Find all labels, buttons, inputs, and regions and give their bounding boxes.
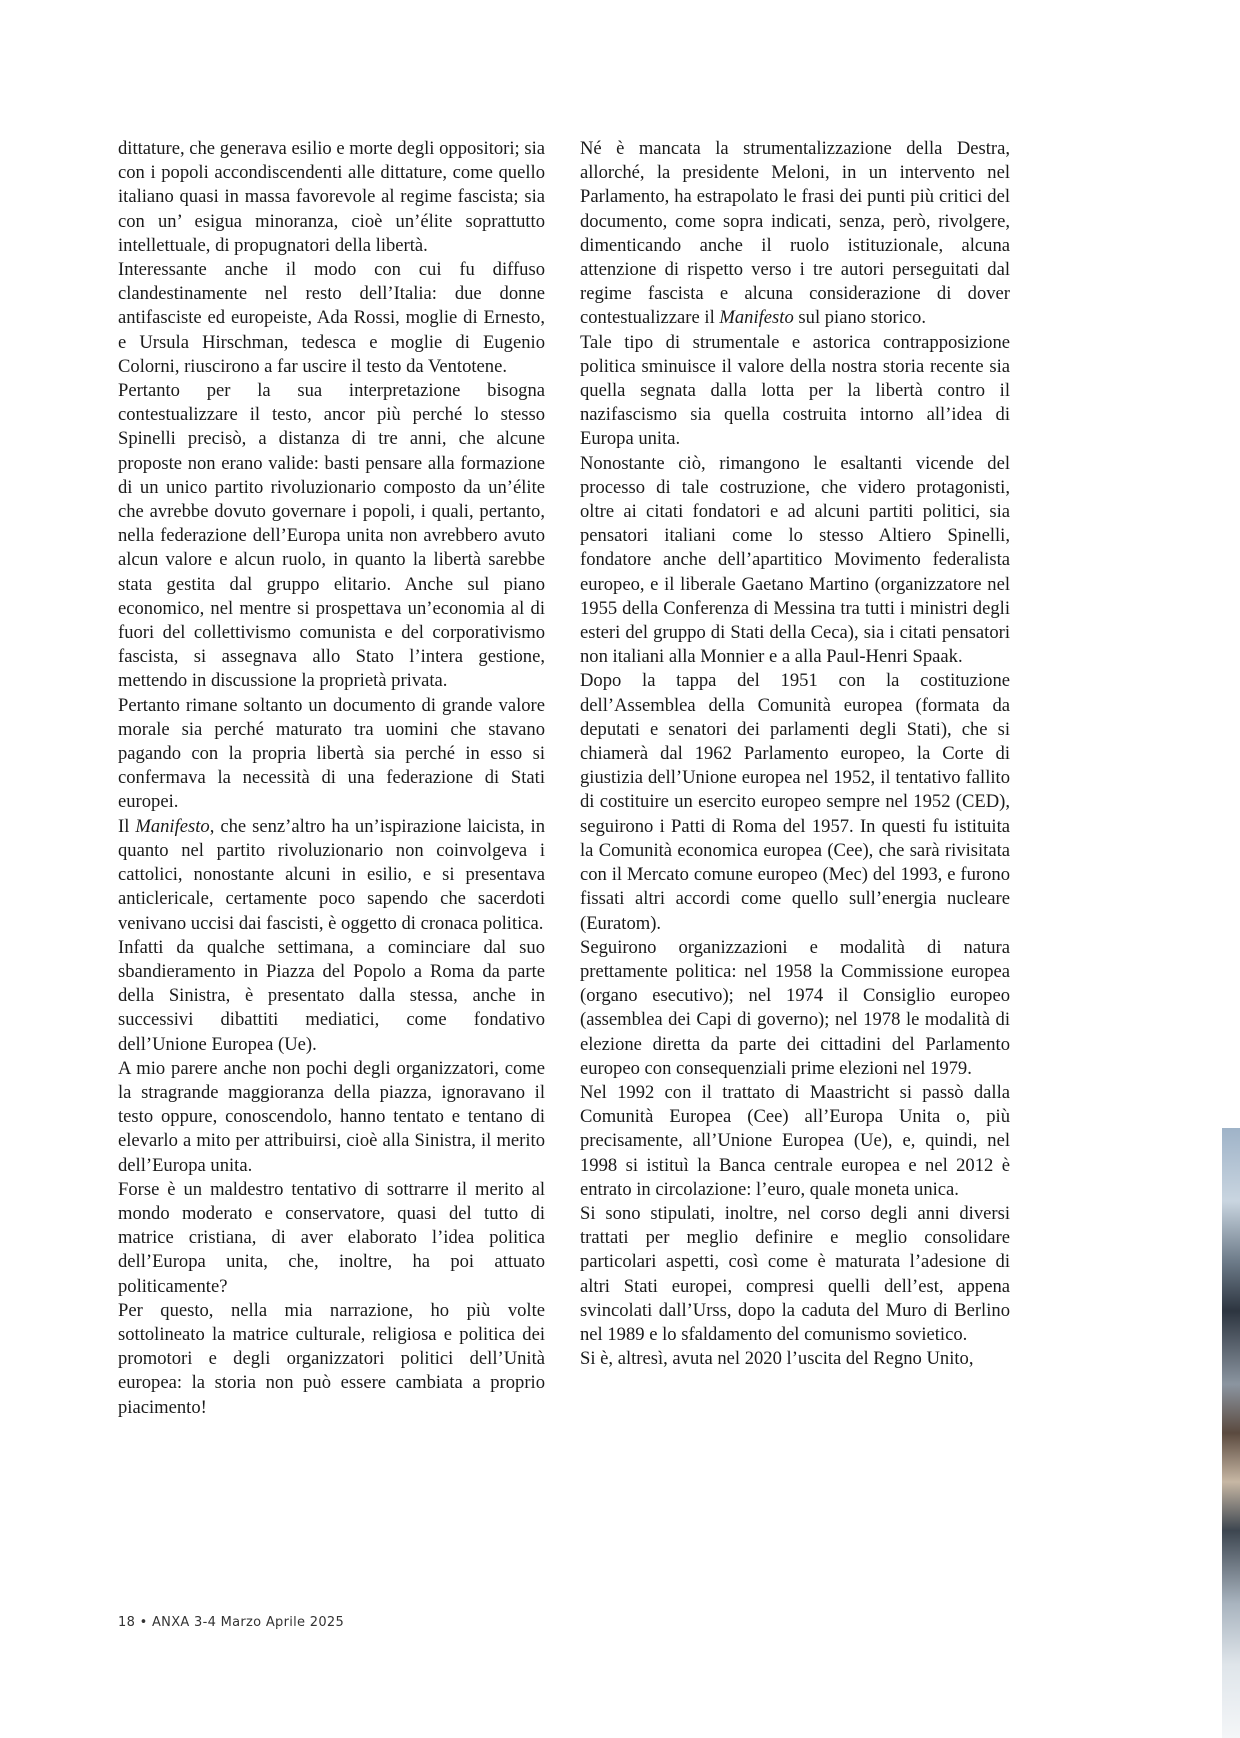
paragraph: Tale tipo di strumentale e astorica contrapposizione politica sminuisce il valore della nostra storia recente sia quella segnata dalla lotta per la libertà contro il nazifascismo sia quella costruita intorno all’idea di Europa unita. — [580, 331, 1010, 450]
paragraph: Nonostante ciò, rimangono le esaltanti vicende del processo di tale costruzione, che videro protagonisti, oltre ai citati fondatori e ad alcuni partiti politici, sia pensatori italiani come lo stesso Altiero Spinelli, fondatore anche dell’apartitico Movimento federalista europeo, e il liberale Gaetano Martino (organizzatore nel 1955 della Conferenza di Messina tra tutti i ministri degli esteri del gruppo di Stati della Ceca), sia i citati pensatori non italiani alla Monnier e a alla Paul-Henri Spaak. — [580, 452, 1010, 668]
paragraph: Pertanto per la sua interpretazione bisogna contestualizzare il testo, ancor più perché lo stesso Spinelli precisò, a distanza di tre anni, che alcune proposte non erano valide: basti pensare alla formazione di un unico partito rivoluzionario composto da un’élite che avrebbe dovuto governare i popoli, i quali, pertanto, nella federazione dell’Europa unita non avrebbero avuto alcun valore e alcun ruolo, in quanto la libertà sarebbe stata gestita dal gruppo elitario. Anche sul piano economico, nel mentre si prospettava un’economia al di fuori del collettivismo comunista e del corporativismo fascista, si assegnava allo Stato l’intera gestione, mettendo in discussione la proprietà privata. — [118, 380, 545, 692]
paragraph: Si sono stipulati, inoltre, nel corso degli anni diversi trattati per meglio definire e meglio consolidare particolari aspetti, così come è maturata l’adesione di altri Stati europei, compresi quelli dell’est, appena svincolati dall’Urss, dopo la caduta del Muro di Berlino nel 1989 e lo sfaldamento del comunismo sovietico. — [580, 1202, 1010, 1345]
article-column-right — [580, 137, 1010, 1371]
paragraph: dittature, che generava esilio e morte degli oppositori; sia con i popoli accondiscendenti alle dittature, come quello italiano quasi in massa favorevole al regime fascista; sia con un’ esigua minoranza, cioè un’élite soprattutto intellettuale, di propugnatori della libertà. — [118, 138, 546, 256]
paragraph-text: sul piano storico. — [793, 307, 926, 329]
paragraph: Per questo, nella mia narrazione, ho più volte sottolineato la matrice culturale, religiosa e politica dei promotori e degli organizzatori politici dell’Unità europea: la storia non può essere cambiata a proprio piacimento! — [118, 1299, 545, 1418]
paragraph: Forse è un maldestro tentativo di sottrarre il merito al mondo moderato e conservatore, quasi del tutto di matrice cristiana, di aver elaborato l’idea politica dell’Europa unita, che, inoltre, ha poi attuato politicamente? — [118, 1178, 545, 1297]
paragraph: Nel 1992 con il trattato di Maastricht si passò dalla Comunità Europea (Cee) all’Europa Unita o, più precisamente, all’Unione Europea (Ue), e, quindi, nel 1998 si istituì la Banca centrale europea e nel 2012 è entrato in circolazione: l’euro, quale moneta unica. — [580, 1081, 1010, 1200]
article-column-left — [118, 137, 545, 1420]
paragraph: A mio parere anche non pochi degli organizzatori, come la stragrande maggioranza della piazza, ignoravano il testo oppure, conoscendolo, hanno tentato e tentano di elevarlo a mito per attribuirsi, cioè alla Sinistra, il merito dell’Europa unita. — [118, 1057, 545, 1176]
paragraph: Seguirono organizzazioni e modalità di natura prettamente politica: nel 1958 la Commissione europea (organo esecutivo); nel 1974 il Consiglio europeo (assemblea dei Capi di governo); nel 1978 le modalità di elezione diretta da parte dei cittadini del Parlamento europeo con consequenziali prime elezioni nel 1979. — [580, 936, 1010, 1079]
paragraph: Pertanto rimane soltanto un documento di grande valore morale sia perché maturato tra uomini che stavano pagando con la propria libertà sia perché in esso si confermava la necessità di una federazione di Stati europei. — [118, 694, 545, 813]
paragraph-text: Né è mancata la strumentalizzazione della Destra, allorché, la presidente Meloni, in un intervento nel Parlamento, ha estrapolato le frasi dei punti più critici del documento, come sopra indicati, senza, però, rivolgere, dimenticando anche il ruolo istituzionale, alcuna attenzione di rispetto verso i tre autori perseguitati dal regime fascista e alcuna considerazione di dover contestualizzare il — [580, 138, 1010, 329]
paragraph: Dopo la tappa del 1951 con la costituzione dell’Assemblea della Comunità europea (formata da deputati e senatori dei parlamenti degli Stati), che si chiamerà dal 1962 Parlamento europeo, la Corte di giustizia dell’Unione europea nel 1952, il tentativo fallito di costituire un esercito europeo sempre nel 1952 (CED), seguirono i Patti di Roma del 1957. In questi fu istituita la Comunità economica europea (Cee), che sarà rivisitata con il Mercato comune europeo (Mec) del 1993, e furono fissati altri accordi come quello sull’energia nucleare (Euratom). — [580, 670, 1010, 934]
paragraph — [580, 137, 1010, 331]
manifesto-title: Manifesto — [719, 307, 794, 329]
page-folio: 18 • ANXA 3-4 Marzo Aprile 2025 — [118, 1615, 345, 1630]
paragraph-text: Il — [118, 815, 136, 837]
photo-edge-strip — [1222, 1128, 1240, 1738]
paragraph-text: , che senz’altro ha un’ispirazione laicista, in quanto nel partito rivoluzionario non coinvolgeva i cattolici, nonostante alcuni in esilio, e si presentava anticlericale, certamente poco sapendo che sacerdoti venivano uccisi dai fascisti, è oggetto di cronaca politica. — [118, 815, 545, 934]
paragraph: Interessante anche il modo con cui fu diffuso clandestinamente nel resto dell’Italia: due donne antifasciste ed europeiste, Ada Rossi, moglie di Ernesto, e Ursula Hirschman, tedesca e moglie di Eugenio Colorni, riuscirono a far uscire il testo da Ventotene. — [118, 259, 545, 377]
paragraph: Infatti da qualche settimana, a cominciare dal suo sbandieramento in Piazza del Popolo a Roma da parte della Sinistra, è presentato dalla stessa, anche in successivi dibattiti mediatici, come fondativo dell’Unione Europea (Ue). — [118, 936, 545, 1055]
paragraph: Si è, altresì, avuta nel 2020 l’uscita del Regno Unito, — [580, 1348, 974, 1370]
paragraph — [118, 815, 545, 936]
manifesto-title: Manifesto — [135, 815, 210, 837]
